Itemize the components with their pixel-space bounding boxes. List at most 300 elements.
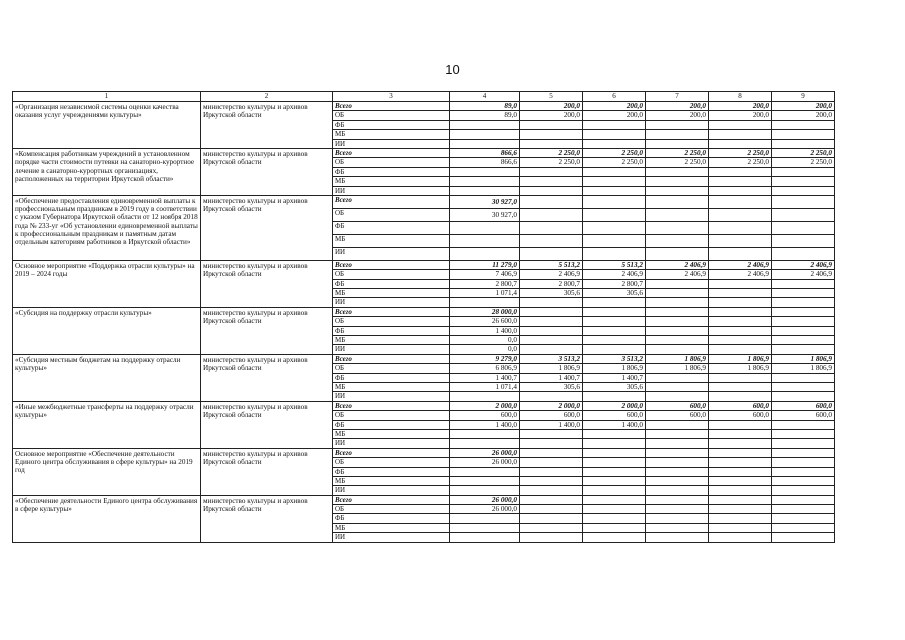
amount-cell: 600,0 <box>709 401 772 410</box>
funding-source: ИИ <box>333 298 450 307</box>
funding-source: Всего <box>333 260 450 269</box>
amount-cell <box>583 336 646 345</box>
amount-cell: 200,0 <box>520 111 583 120</box>
amount-cell: 3 513,2 <box>583 354 646 363</box>
funding-source: МБ <box>333 382 450 391</box>
amount-cell <box>520 186 583 195</box>
amount-cell <box>772 495 835 504</box>
amount-cell <box>583 429 646 438</box>
funding-source: МБ <box>333 476 450 485</box>
amount-cell: 600,0 <box>450 411 520 420</box>
amount-cell: 2 000,0 <box>583 401 646 410</box>
funding-source: ОБ <box>333 411 450 420</box>
amount-cell <box>583 448 646 457</box>
amount-cell <box>583 476 646 485</box>
amount-cell <box>772 234 835 247</box>
amount-cell: 1 400,7 <box>450 373 520 382</box>
amount-cell <box>583 120 646 129</box>
header-cell: 4 <box>450 92 520 102</box>
funding-source: МБ <box>333 289 450 298</box>
amount-cell <box>709 279 772 288</box>
amount-cell <box>646 505 709 514</box>
amount-cell <box>646 307 709 316</box>
amount-cell <box>709 429 772 438</box>
table-row <box>13 195 835 208</box>
amount-cell <box>520 495 583 504</box>
amount-cell <box>772 533 835 542</box>
amount-cell <box>583 247 646 260</box>
amount-cell: 600,0 <box>646 401 709 410</box>
amount-cell <box>772 476 835 485</box>
amount-cell <box>709 208 772 221</box>
amount-cell: 200,0 <box>520 102 583 111</box>
amount-cell <box>583 326 646 335</box>
amount-cell <box>450 392 520 401</box>
amount-cell <box>520 523 583 532</box>
amount-cell <box>646 345 709 354</box>
amount-cell <box>709 533 772 542</box>
amount-cell: 3 513,2 <box>520 354 583 363</box>
amount-cell <box>709 247 772 260</box>
amount-cell <box>772 505 835 514</box>
amount-cell: 1 400,0 <box>520 420 583 429</box>
amount-cell: 2 406,9 <box>583 270 646 279</box>
amount-cell <box>709 514 772 523</box>
measure-name: Основное мероприятие «Обеспечение деятельности Единого центра обслуживания в сфере культуры» на 2019 год <box>13 448 201 495</box>
amount-cell: 2 250,0 <box>583 148 646 157</box>
amount-cell: 2 800,7 <box>450 279 520 288</box>
amount-cell <box>709 486 772 495</box>
amount-cell <box>772 345 835 354</box>
amount-cell <box>772 186 835 195</box>
executor: министерство культуры и архивов Иркутской области <box>201 260 333 307</box>
amount-cell: 2 406,9 <box>709 270 772 279</box>
amount-cell <box>709 139 772 148</box>
amount-cell <box>646 382 709 391</box>
funding-source: МБ <box>333 429 450 438</box>
amount-cell <box>772 439 835 448</box>
funding-source: ФБ <box>333 420 450 429</box>
amount-cell <box>646 247 709 260</box>
amount-cell <box>520 167 583 176</box>
amount-cell <box>772 467 835 476</box>
table-row <box>13 354 835 363</box>
funding-source: ФБ <box>333 514 450 523</box>
amount-cell <box>709 195 772 208</box>
amount-cell <box>646 373 709 382</box>
amount-cell <box>450 523 520 532</box>
amount-cell: 2 000,0 <box>450 401 520 410</box>
amount-cell <box>520 307 583 316</box>
amount-cell <box>646 120 709 129</box>
amount-cell <box>709 523 772 532</box>
amount-cell: 89,0 <box>450 102 520 111</box>
amount-cell <box>450 476 520 485</box>
amount-cell <box>583 139 646 148</box>
amount-cell: 2 250,0 <box>709 158 772 167</box>
amount-cell: 305,6 <box>520 289 583 298</box>
amount-cell <box>709 298 772 307</box>
funding-source: Всего <box>333 448 450 457</box>
amount-cell <box>646 326 709 335</box>
table-row <box>13 401 835 410</box>
header-row <box>13 92 835 102</box>
funding-source: ОБ <box>333 158 450 167</box>
amount-cell <box>450 139 520 148</box>
amount-cell: 200,0 <box>646 111 709 120</box>
amount-cell: 30 927,0 <box>450 208 520 221</box>
table-row <box>13 448 835 457</box>
amount-cell <box>583 167 646 176</box>
amount-cell: 200,0 <box>583 111 646 120</box>
amount-cell <box>772 221 835 234</box>
amount-cell: 0,0 <box>450 336 520 345</box>
amount-cell <box>520 514 583 523</box>
amount-cell <box>583 298 646 307</box>
amount-cell: 2 250,0 <box>772 148 835 157</box>
amount-cell: 2 000,0 <box>520 401 583 410</box>
amount-cell: 1 806,9 <box>772 364 835 373</box>
amount-cell <box>450 177 520 186</box>
amount-cell <box>520 429 583 438</box>
amount-cell <box>772 486 835 495</box>
amount-cell <box>520 195 583 208</box>
amount-cell <box>520 533 583 542</box>
amount-cell <box>646 458 709 467</box>
amount-cell <box>520 326 583 335</box>
amount-cell: 26 600,0 <box>450 317 520 326</box>
funding-source: Всего <box>333 148 450 157</box>
amount-cell <box>646 177 709 186</box>
amount-cell: 2 406,9 <box>646 270 709 279</box>
amount-cell <box>583 177 646 186</box>
executor: министерство культуры и архивов Иркутской области <box>201 307 333 354</box>
funding-source: ОБ <box>333 505 450 514</box>
amount-cell: 2 406,9 <box>709 260 772 269</box>
executor: министерство культуры и архивов Иркутской области <box>201 495 333 542</box>
amount-cell: 1 806,9 <box>646 364 709 373</box>
amount-cell <box>772 458 835 467</box>
funding-source: ОБ <box>333 208 450 221</box>
amount-cell <box>520 458 583 467</box>
amount-cell <box>520 467 583 476</box>
amount-cell <box>772 429 835 438</box>
amount-cell <box>450 467 520 476</box>
amount-cell <box>583 514 646 523</box>
amount-cell <box>772 382 835 391</box>
header-cell: 3 <box>333 92 450 102</box>
amount-cell: 305,6 <box>583 289 646 298</box>
amount-cell: 2 250,0 <box>772 158 835 167</box>
amount-cell <box>583 439 646 448</box>
amount-cell <box>646 533 709 542</box>
amount-cell <box>772 130 835 139</box>
amount-cell <box>646 139 709 148</box>
funding-source: ИИ <box>333 486 450 495</box>
amount-cell: 2 250,0 <box>646 158 709 167</box>
amount-cell: 2 406,9 <box>520 270 583 279</box>
amount-cell: 2 250,0 <box>520 158 583 167</box>
amount-cell <box>709 326 772 335</box>
amount-cell: 11 279,0 <box>450 260 520 269</box>
amount-cell: 0,0 <box>450 345 520 354</box>
amount-cell <box>772 279 835 288</box>
amount-cell: 28 000,0 <box>450 307 520 316</box>
amount-cell <box>646 495 709 504</box>
amount-cell <box>583 195 646 208</box>
amount-cell <box>450 439 520 448</box>
amount-cell <box>772 373 835 382</box>
amount-cell: 2 406,9 <box>646 260 709 269</box>
amount-cell <box>646 195 709 208</box>
amount-cell <box>709 420 772 429</box>
amount-cell <box>646 523 709 532</box>
amount-cell <box>772 208 835 221</box>
amount-cell <box>646 439 709 448</box>
amount-cell <box>450 221 520 234</box>
amount-cell: 2 406,9 <box>772 270 835 279</box>
funding-source: ФБ <box>333 373 450 382</box>
header-cell: 9 <box>772 92 835 102</box>
amount-cell: 600,0 <box>772 401 835 410</box>
amount-cell <box>709 336 772 345</box>
table-row <box>13 102 835 111</box>
amount-cell <box>520 439 583 448</box>
amount-cell <box>709 221 772 234</box>
amount-cell <box>709 167 772 176</box>
amount-cell: 1 806,9 <box>772 354 835 363</box>
amount-cell <box>583 221 646 234</box>
amount-cell: 2 250,0 <box>646 148 709 157</box>
amount-cell <box>709 382 772 391</box>
amount-cell <box>709 373 772 382</box>
funding-source: МБ <box>333 523 450 532</box>
header-cell: 2 <box>201 92 333 102</box>
amount-cell: 1 806,9 <box>709 364 772 373</box>
amount-cell: 1 400,0 <box>450 420 520 429</box>
amount-cell <box>646 221 709 234</box>
budget-table <box>12 91 835 543</box>
amount-cell <box>772 298 835 307</box>
amount-cell <box>520 208 583 221</box>
amount-cell <box>520 345 583 354</box>
executor: министерство культуры и архивов Иркутской области <box>201 401 333 448</box>
amount-cell <box>646 317 709 326</box>
amount-cell: 1 071,4 <box>450 289 520 298</box>
funding-source: МБ <box>333 130 450 139</box>
amount-cell: 7 406,9 <box>450 270 520 279</box>
funding-source: ИИ <box>333 392 450 401</box>
funding-source: ФБ <box>333 467 450 476</box>
funding-source: Всего <box>333 195 450 208</box>
amount-cell <box>709 458 772 467</box>
funding-source: МБ <box>333 177 450 186</box>
amount-cell: 600,0 <box>520 411 583 420</box>
amount-cell <box>583 486 646 495</box>
amount-cell: 305,6 <box>520 382 583 391</box>
amount-cell: 200,0 <box>772 102 835 111</box>
amount-cell: 1 806,9 <box>520 364 583 373</box>
measure-name: «Субсидия местным бюджетам на поддержку отрасли культуры» <box>13 354 201 401</box>
table-row <box>13 260 835 269</box>
funding-source: ОБ <box>333 458 450 467</box>
amount-cell: 2 250,0 <box>709 148 772 157</box>
executor: министерство культуры и архивов Иркутской области <box>201 354 333 401</box>
amount-cell <box>583 307 646 316</box>
funding-source: ОБ <box>333 270 450 279</box>
header-cell: 8 <box>709 92 772 102</box>
amount-cell <box>646 336 709 345</box>
amount-cell <box>520 476 583 485</box>
amount-cell <box>709 392 772 401</box>
amount-cell <box>772 420 835 429</box>
amount-cell <box>450 298 520 307</box>
amount-cell <box>583 467 646 476</box>
amount-cell <box>646 420 709 429</box>
amount-cell <box>520 139 583 148</box>
amount-cell <box>709 289 772 298</box>
funding-source: МБ <box>333 336 450 345</box>
measure-name: «Обеспечение деятельности Единого центра обслуживания в сфере культуры» <box>13 495 201 542</box>
funding-source: ИИ <box>333 139 450 148</box>
header-cell: 5 <box>520 92 583 102</box>
amount-cell <box>583 505 646 514</box>
amount-cell <box>772 326 835 335</box>
measure-name: «Субсидия на поддержку отрасли культуры» <box>13 307 201 354</box>
funding-source: ОБ <box>333 111 450 120</box>
amount-cell <box>772 139 835 148</box>
amount-cell <box>709 467 772 476</box>
amount-cell <box>450 429 520 438</box>
amount-cell <box>709 186 772 195</box>
amount-cell <box>583 533 646 542</box>
amount-cell <box>709 307 772 316</box>
amount-cell <box>772 195 835 208</box>
amount-cell <box>646 208 709 221</box>
amount-cell <box>450 514 520 523</box>
amount-cell <box>583 523 646 532</box>
amount-cell <box>709 439 772 448</box>
amount-cell: 200,0 <box>709 111 772 120</box>
amount-cell: 89,0 <box>450 111 520 120</box>
amount-cell <box>520 130 583 139</box>
amount-cell <box>583 130 646 139</box>
page-number: 10 <box>445 62 460 77</box>
amount-cell: 1 806,9 <box>709 354 772 363</box>
table-row <box>13 307 835 316</box>
measure-name: «Организация независимой системы оценки качества оказания услуг учреждениями культуры» <box>13 102 201 149</box>
funding-source: ИИ <box>333 439 450 448</box>
amount-cell <box>772 120 835 129</box>
amount-cell: 26 000,0 <box>450 458 520 467</box>
amount-cell: 600,0 <box>646 411 709 420</box>
amount-cell <box>709 177 772 186</box>
amount-cell: 600,0 <box>709 411 772 420</box>
funding-source: ФБ <box>333 326 450 335</box>
funding-source: Всего <box>333 102 450 111</box>
amount-cell: 1 400,0 <box>583 420 646 429</box>
amount-cell <box>709 495 772 504</box>
amount-cell <box>772 317 835 326</box>
amount-cell <box>646 186 709 195</box>
amount-cell: 200,0 <box>772 111 835 120</box>
amount-cell <box>450 486 520 495</box>
amount-cell: 200,0 <box>646 102 709 111</box>
amount-cell <box>646 448 709 457</box>
amount-cell <box>646 167 709 176</box>
amount-cell <box>583 495 646 504</box>
amount-cell <box>709 345 772 354</box>
table-row <box>13 148 835 157</box>
amount-cell: 1 400,0 <box>450 326 520 335</box>
amount-cell: 9 279,0 <box>450 354 520 363</box>
amount-cell: 1 806,9 <box>646 354 709 363</box>
amount-cell: 866,6 <box>450 148 520 157</box>
amount-cell: 26 000,0 <box>450 448 520 457</box>
funding-source: ОБ <box>333 364 450 373</box>
amount-cell <box>709 130 772 139</box>
amount-cell <box>520 336 583 345</box>
executor: министерство культуры и архивов Иркутской области <box>201 195 333 260</box>
amount-cell: 1 806,9 <box>583 364 646 373</box>
funding-source: ИИ <box>333 533 450 542</box>
amount-cell <box>646 298 709 307</box>
amount-cell: 6 806,9 <box>450 364 520 373</box>
amount-cell <box>583 208 646 221</box>
amount-cell <box>450 120 520 129</box>
funding-source: ИИ <box>333 186 450 195</box>
amount-cell: 2 800,7 <box>520 279 583 288</box>
amount-cell <box>772 289 835 298</box>
amount-cell <box>520 505 583 514</box>
amount-cell <box>450 533 520 542</box>
amount-cell <box>772 514 835 523</box>
funding-source: Всего <box>333 495 450 504</box>
measure-name: «Иные межбюджетные трансферты на поддержку отрасли культуры» <box>13 401 201 448</box>
funding-source: Всего <box>333 354 450 363</box>
amount-cell: 200,0 <box>709 102 772 111</box>
amount-cell <box>709 234 772 247</box>
amount-cell <box>709 448 772 457</box>
amount-cell: 26 000,0 <box>450 495 520 504</box>
funding-source: Всего <box>333 401 450 410</box>
executor: министерство культуры и архивов Иркутской области <box>201 148 333 195</box>
amount-cell <box>520 120 583 129</box>
amount-cell <box>583 345 646 354</box>
amount-cell <box>583 392 646 401</box>
funding-source: ИИ <box>333 345 450 354</box>
amount-cell <box>709 505 772 514</box>
amount-cell <box>450 186 520 195</box>
funding-source: МБ <box>333 234 450 247</box>
amount-cell <box>646 234 709 247</box>
amount-cell <box>450 130 520 139</box>
amount-cell: 1 400,7 <box>520 373 583 382</box>
amount-cell <box>772 448 835 457</box>
amount-cell <box>450 167 520 176</box>
amount-cell <box>772 523 835 532</box>
amount-cell: 305,6 <box>583 382 646 391</box>
amount-cell: 1 071,4 <box>450 382 520 391</box>
amount-cell <box>772 392 835 401</box>
funding-source: ФБ <box>333 279 450 288</box>
amount-cell <box>646 392 709 401</box>
amount-cell: 600,0 <box>583 411 646 420</box>
amount-cell: 2 800,7 <box>583 279 646 288</box>
funding-source: ИИ <box>333 247 450 260</box>
table-row <box>13 495 835 504</box>
amount-cell: 866,6 <box>450 158 520 167</box>
